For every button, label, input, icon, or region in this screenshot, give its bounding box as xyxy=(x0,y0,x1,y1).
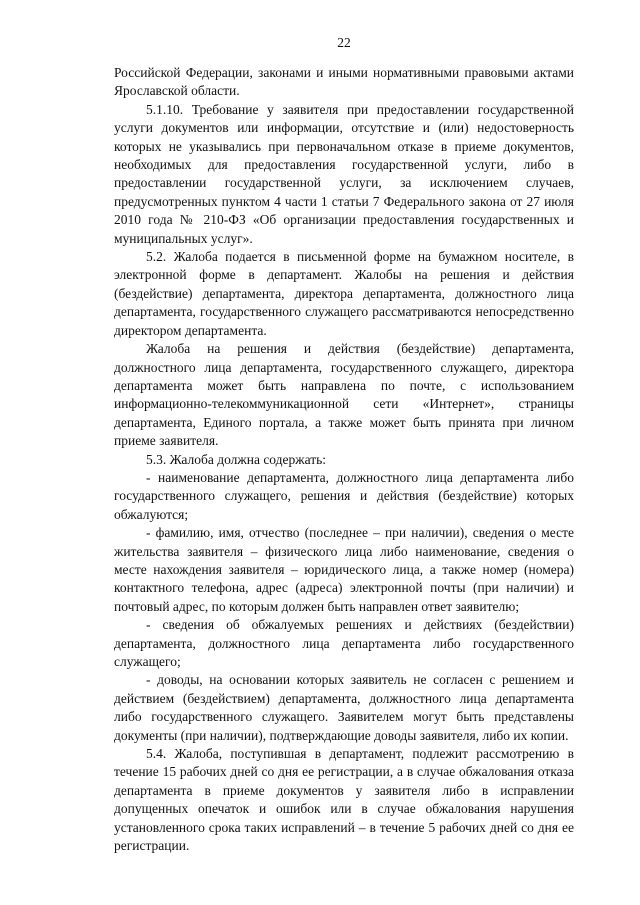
paragraph-5-2: 5.2. Жалоба подается в письменной форме на бумажном носителе, в электронной форме в департамент. Жалобы на решения и действия (бездействие) департамента, директора департамента, должностного лица департамента, государственного служащего рассматриваются непосредственно директором департамента. xyxy=(114,249,574,338)
list-item-arguments: - доводы, на основании которых заявитель не согласен с решением и действием (бездействием) департамента, должностного лица департамента либо государственного служащего. Заявителем могут быть представлены документы (при наличии), подтверждающие доводы заявителя, либо их копии. xyxy=(114,672,574,743)
page-number: 22 xyxy=(337,35,351,50)
list-item-appealed-decisions: - сведения об обжалуемых решениях и действиях (бездействии) департамента, должностного лица департамента либо государственного служащего; xyxy=(114,617,574,669)
paragraph-5-1-10: 5.1.10. Требование у заявителя при предоставлении государственной услуги документов или информации, отсутствие и (или) недостоверность которых не указывались при первоначальном отказе в приеме документов, необходимых для предоставления государственной услуги, либо в предоставлении государственной услуги, за исключением случаев, предусмотренных пунктом 4 части 1 статьи 7 Федерального закона от 27 июля 2010 года № 210-ФЗ «Об организации предоставления государственных и муниципальных услуг». xyxy=(114,101,574,246)
list-item-department-name: - наименование департамента, должностного лица департамента либо государственного служащего, решения и действия (бездействие) которых обжалуются; xyxy=(114,469,574,522)
paragraph-complaint-channels: Жалоба на решения и действия (бездействие) департамента, должностного лица департамента, государственного служащего, директора департамента может быть направлена по почте, с использованием информационно-телекоммуникационной сети «Интернет», страницы департамента, Единого портала, а также может быть принята при личном приеме заявителя. xyxy=(114,341,574,449)
paragraph-continuation: Российской Федерации, законами и иными нормативными правовыми актами Ярославской области. xyxy=(114,65,574,99)
document-body xyxy=(114,64,574,855)
paragraph-5-4: 5.4. Жалоба, поступившая в департамент, подлежит рассмотрению в течение 15 рабочих дней со дня ее регистрации, а в случае обжалования отказа департамента в приеме документов у заявителя либо в исправлении допущенных опечаток и ошибок или в случае обжалования нарушения установленного срока таких исправлений – в течение 5 рабочих дней со дня ее регистрации. xyxy=(114,746,574,854)
paragraph-5-3: 5.3. Жалоба должна содержать: xyxy=(146,451,327,467)
list-item-applicant-details: - фамилию, имя, отчество (последнее – при наличии), сведения о месте жительства заявителя – физического лица либо наименование, сведения о месте нахождения заявителя – юридического лица, а также номер (номера) контактного телефона, адрес (адреса) электронной почты (при наличии) и почтовый адрес, по которым должен быть направлен ответ заявителю; xyxy=(114,525,574,614)
